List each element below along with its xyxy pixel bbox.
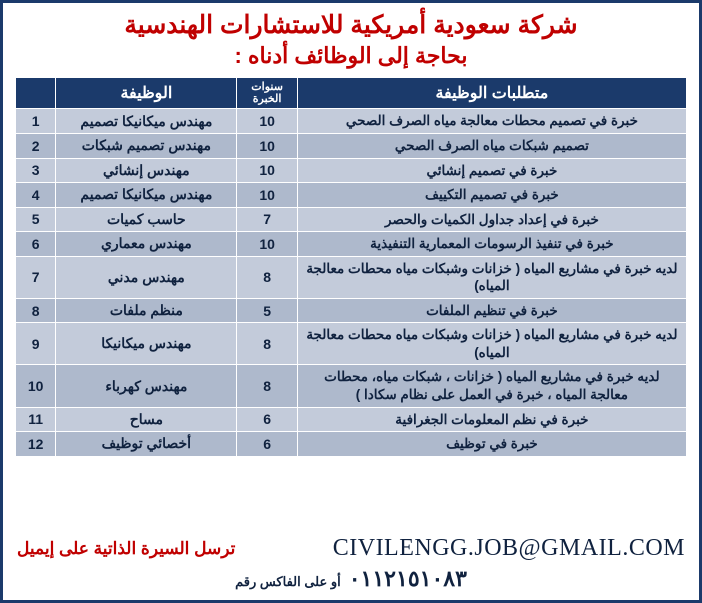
cell-years: 8 — [237, 365, 297, 407]
cell-title: مهندس ميكانيكا تصميم — [56, 109, 237, 134]
fax-label: أو على الفاكس رقم — [235, 574, 341, 589]
cell-number: 1 — [16, 109, 56, 134]
cell-years: 6 — [237, 432, 297, 457]
cell-years: 7 — [237, 207, 297, 232]
cell-number: 6 — [16, 232, 56, 257]
cell-number: 8 — [16, 298, 56, 323]
cell-years: 5 — [237, 298, 297, 323]
column-header-years-line1: سنوات — [251, 81, 283, 94]
cell-requirements: خبرة في توظيف — [297, 432, 686, 457]
cell-title: مساح — [56, 407, 237, 432]
cell-title: مهندس كهرباء — [56, 365, 237, 407]
header-subtitle: بحاجة إلى الوظائف أدناه : — [234, 42, 468, 68]
table-body — [16, 109, 687, 456]
table-header-row — [16, 78, 687, 109]
table-row — [16, 365, 687, 407]
cell-number: 4 — [16, 183, 56, 208]
cell-title: مهندس إنشائي — [56, 158, 237, 183]
column-header-number — [16, 78, 56, 109]
cell-requirements: لديه خبرة في مشاريع المياه ( خزانات ، شبكات مياه، محطات معالجة المياه ، خبرة في العمل على نظام سكادا ) — [297, 365, 686, 407]
jobs-table — [15, 77, 687, 456]
cell-requirements: تصميم شبكات مياه الصرف الصحي — [297, 133, 686, 158]
cell-title: مهندس ميكانيكا — [56, 323, 237, 365]
cell-years: 8 — [237, 256, 297, 298]
cell-requirements: خبرة في تصميم التكييف — [297, 183, 686, 208]
table-row — [16, 133, 687, 158]
cell-number: 7 — [16, 256, 56, 298]
cell-requirements: خبرة في تصميم إنشائي — [297, 158, 686, 183]
cell-number: 11 — [16, 407, 56, 432]
table-row — [16, 232, 687, 257]
cell-requirements: لديه خبرة في مشاريع المياه ( خزانات وشبكات مياه محطات معالجة المياه) — [297, 256, 686, 298]
cell-number: 2 — [16, 133, 56, 158]
table-row — [16, 256, 687, 298]
cell-title: أخصائي توظيف — [56, 432, 237, 457]
cell-number: 9 — [16, 323, 56, 365]
cell-years: 10 — [237, 109, 297, 134]
column-header-requirements: متطلبات الوظيفة — [297, 78, 686, 109]
cell-requirements: خبرة في تنظيم الملفات — [297, 298, 686, 323]
ad-header — [3, 3, 699, 73]
table-row — [16, 158, 687, 183]
contact-email[interactable]: CIVILENGG.JOB@GMAIL.COM — [332, 535, 685, 561]
cell-title: مهندس معماري — [56, 232, 237, 257]
cell-title: مهندس مدني — [56, 256, 237, 298]
cell-requirements: خبرة في إعداد جداول الكميات والحصر — [297, 207, 686, 232]
cell-years: 10 — [237, 183, 297, 208]
cell-years: 8 — [237, 323, 297, 365]
cell-title: حاسب كميات — [56, 207, 237, 232]
cv-instruction-label: ترسل السيرة الذاتية على إيميل — [17, 538, 236, 558]
cell-requirements: خبرة في نظم المعلومات الجغرافية — [297, 407, 686, 432]
table-header — [16, 78, 687, 109]
cell-requirements: لديه خبرة في مشاريع المياه ( خزانات وشبكات مياه محطات معالجة المياه) — [297, 323, 686, 365]
jobs-table-container — [3, 73, 699, 529]
cell-number: 10 — [16, 365, 56, 407]
table-row — [16, 207, 687, 232]
ad-footer — [3, 529, 699, 600]
cell-title: مهندس ميكانيكا تصميم — [56, 183, 237, 208]
table-row — [16, 432, 687, 457]
cell-requirements: خبرة في تنفيذ الرسومات المعمارية التنفيذية — [297, 232, 686, 257]
column-header-years — [237, 78, 297, 109]
table-row — [16, 407, 687, 432]
cell-requirements: خبرة في تصميم محطات معالجة مياه الصرف الصحي — [297, 109, 686, 134]
fax-row — [17, 566, 685, 592]
cell-title: منظم ملفات — [56, 298, 237, 323]
fax-number: ٠١١٢١٥١٠٨٣ — [348, 566, 467, 591]
column-header-years-line2: الخبرة — [252, 93, 282, 106]
cell-number: 3 — [16, 158, 56, 183]
cell-years: 6 — [237, 407, 297, 432]
table-row — [16, 109, 687, 134]
cell-years: 10 — [237, 133, 297, 158]
cell-years: 10 — [237, 232, 297, 257]
cell-number: 12 — [16, 432, 56, 457]
company-title: شركة سعودية أمريكية للاستشارات الهندسية — [124, 11, 578, 39]
column-header-title: الوظيفة — [56, 78, 237, 109]
cell-title: مهندس تصميم شبكات — [56, 133, 237, 158]
cell-number: 5 — [16, 207, 56, 232]
fax-line — [17, 566, 685, 592]
contact-row — [17, 535, 685, 562]
table-row — [16, 298, 687, 323]
table-row — [16, 323, 687, 365]
cell-years: 10 — [237, 158, 297, 183]
table-row — [16, 183, 687, 208]
